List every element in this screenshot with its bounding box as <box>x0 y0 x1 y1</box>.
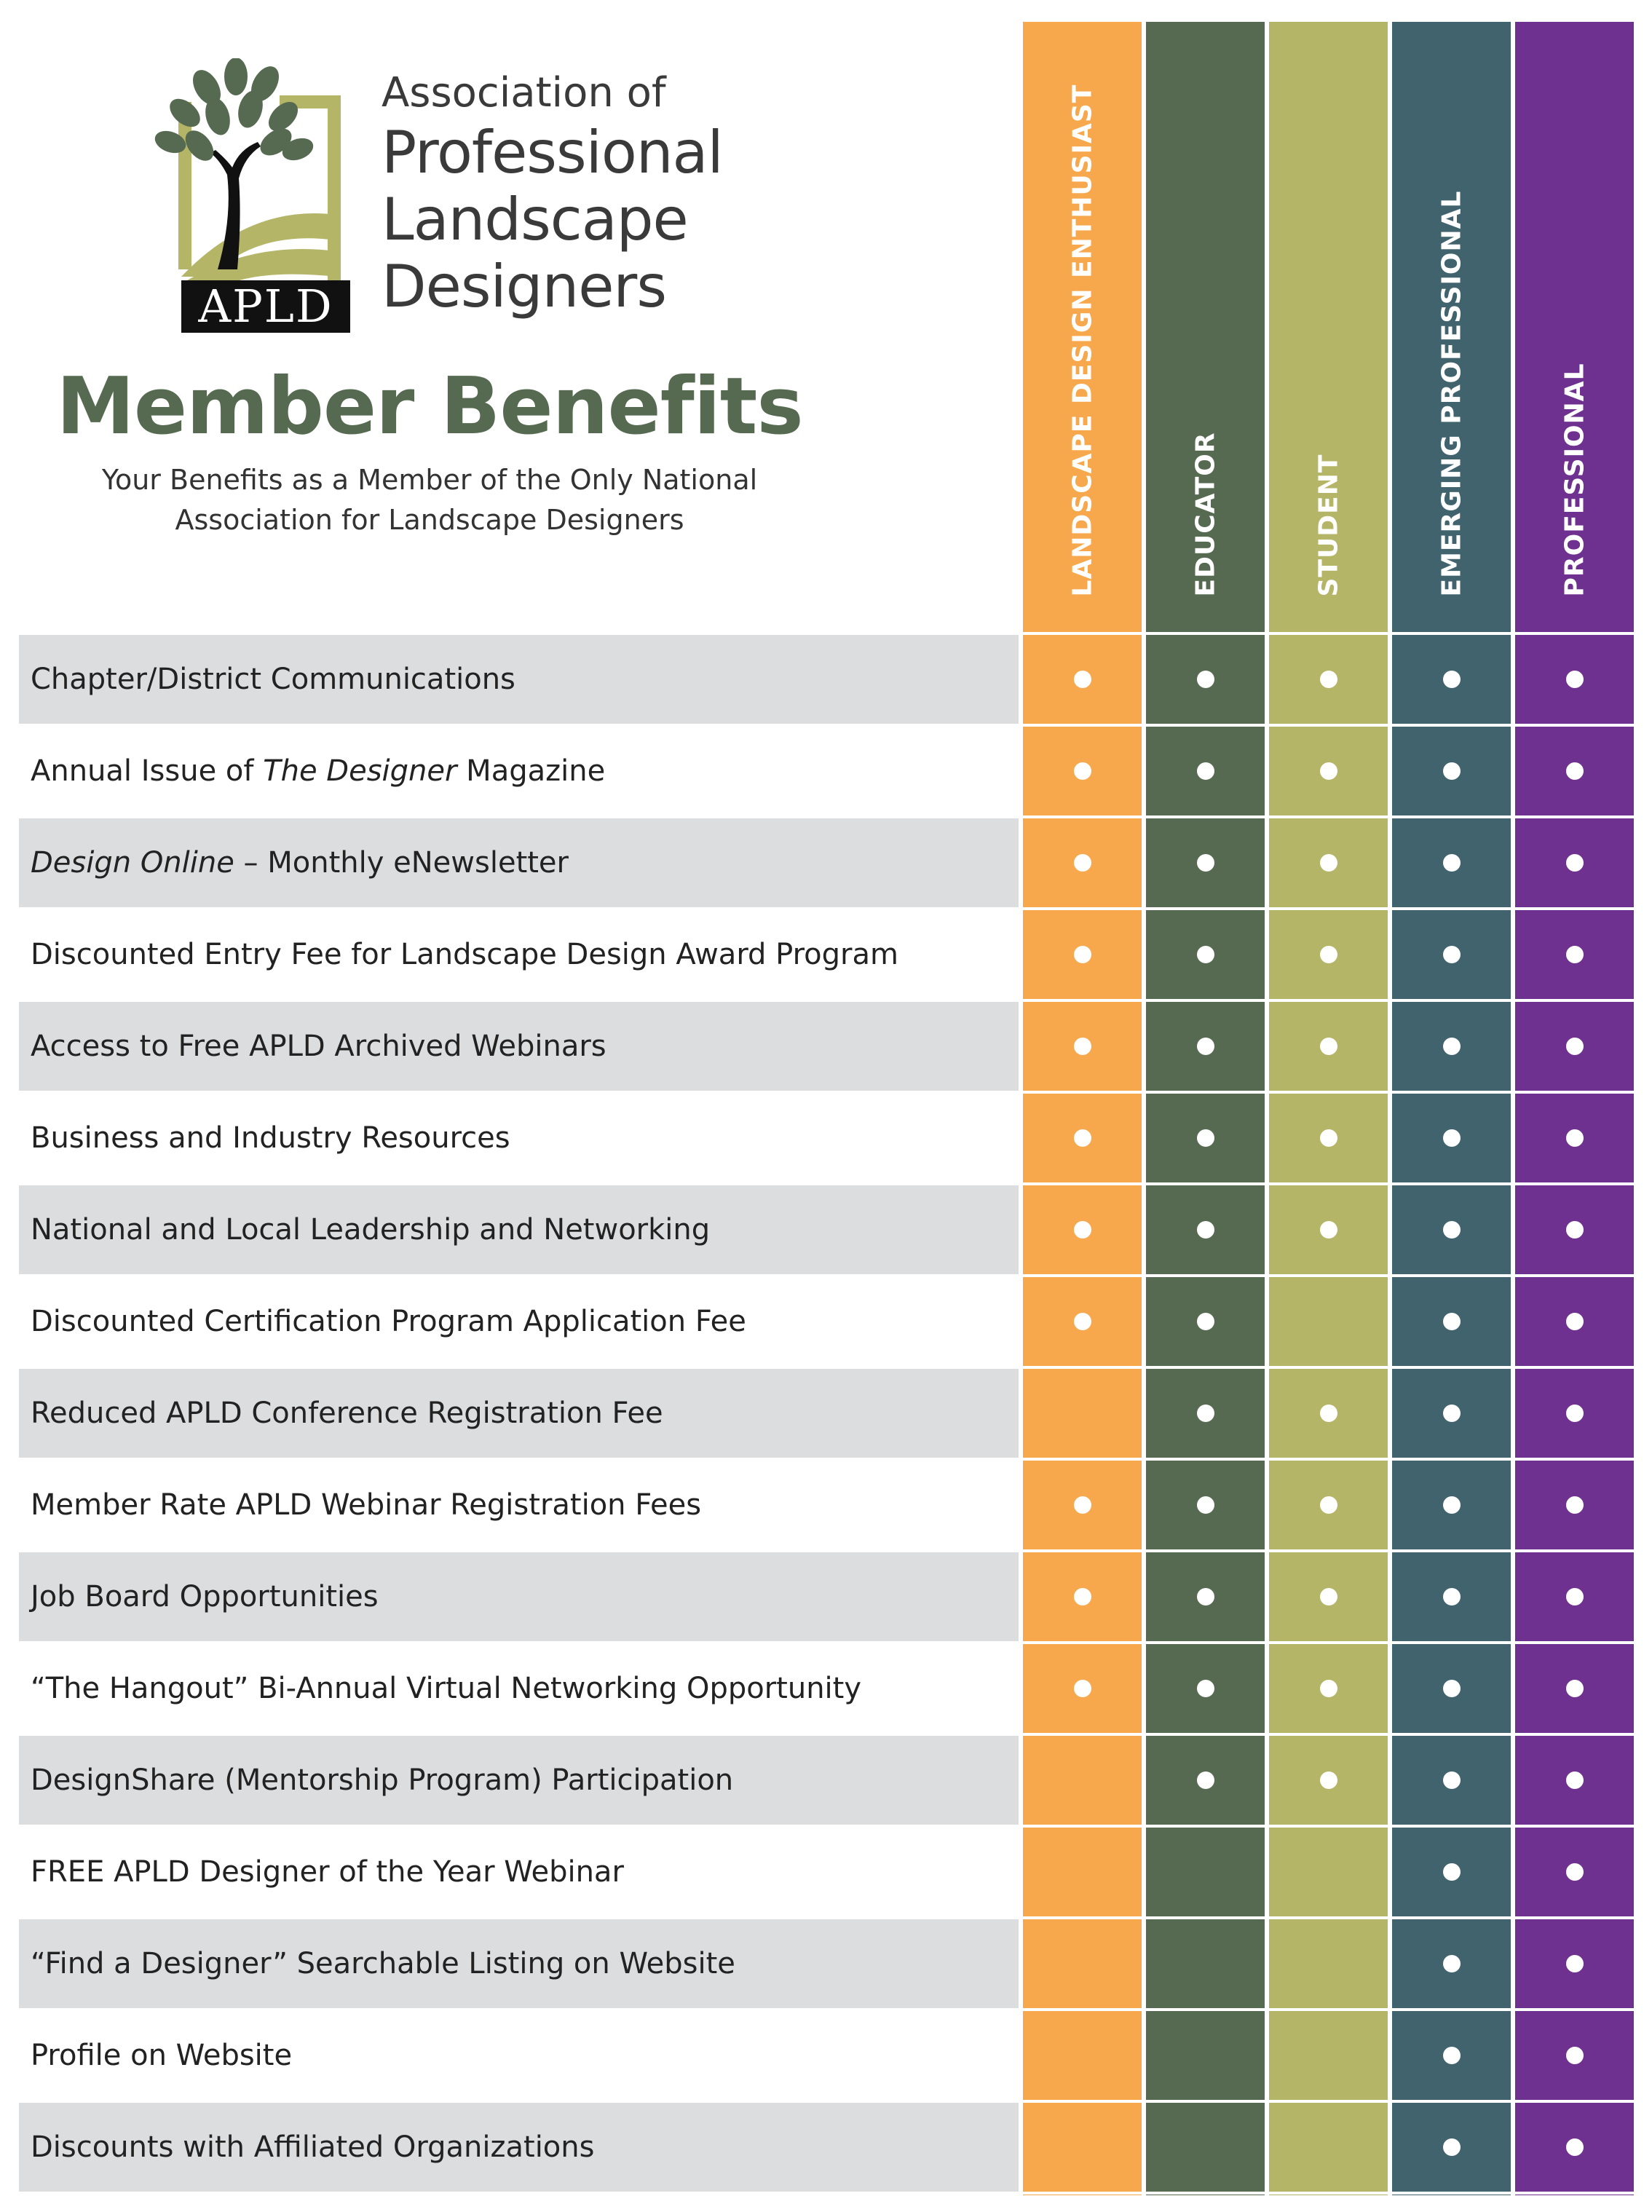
benefit-row <box>19 1002 1638 1091</box>
included-dot <box>1566 1496 1584 1514</box>
subtitle-line-1: Your Benefits as a Member of the Only National <box>101 464 758 496</box>
benefit-row <box>19 1369 1638 1458</box>
included-dot <box>1197 1771 1214 1789</box>
benefit-row <box>19 1828 1638 1916</box>
benefit-label: FREE APLD Designer of the Year Webinar <box>31 1855 624 1889</box>
benefit-row <box>19 1736 1638 1825</box>
included-dot <box>1443 671 1461 688</box>
column-header-label: LANDSCAPE DESIGN ENTHUSIAST <box>1067 84 1097 597</box>
benefit-label: Member Rate APLD Webinar Registration Fees <box>31 1488 702 1522</box>
column-header-5 <box>1515 22 1634 633</box>
benefit-label: Chapter/District Communications <box>31 663 515 696</box>
included-dot <box>1074 1038 1091 1055</box>
included-dot <box>1320 762 1337 780</box>
included-dot <box>1074 1496 1091 1514</box>
included-dot <box>1443 1496 1461 1514</box>
included-dot <box>1443 2047 1461 2064</box>
included-dot <box>1197 1313 1214 1330</box>
benefit-label: Job Board Opportunities <box>31 1580 379 1613</box>
included-dot <box>1566 1221 1584 1239</box>
included-dot <box>1197 1221 1214 1239</box>
included-dot <box>1197 1588 1214 1605</box>
included-dot <box>1443 762 1461 780</box>
included-dot <box>1320 1129 1337 1147</box>
benefit-label: Discounted Certification Program Application Fee <box>31 1305 746 1338</box>
organization-name <box>382 69 723 325</box>
org-line-2: Professional <box>382 119 723 186</box>
included-dot <box>1566 1038 1584 1055</box>
included-dot <box>1566 1955 1584 1972</box>
included-dot <box>1197 762 1214 780</box>
included-dot <box>1320 671 1337 688</box>
included-dot <box>1566 762 1584 780</box>
benefit-label: “Find a Designer” Searchable Listing on Website <box>31 1947 735 1980</box>
benefit-label: Annual Issue of The Designer Magazine <box>31 754 606 788</box>
included-dot <box>1566 1771 1584 1789</box>
org-line-4: Designers <box>382 253 666 320</box>
included-dot <box>1443 1313 1461 1330</box>
included-dot <box>1566 2138 1584 2156</box>
included-dot <box>1443 2138 1461 2156</box>
benefit-label: DesignShare (Mentorship Program) Participation <box>31 1763 734 1797</box>
included-dot <box>1443 1405 1461 1422</box>
included-dot <box>1443 1129 1461 1147</box>
org-line-1: Association of <box>382 69 666 116</box>
included-dot <box>1074 1588 1091 1605</box>
column-separator <box>1019 22 1023 2195</box>
column-header-2 <box>1146 22 1265 633</box>
included-dot <box>1197 1129 1214 1147</box>
included-dot <box>1320 1405 1337 1422</box>
column-separator <box>1265 22 1269 2195</box>
included-dot <box>1197 1405 1214 1422</box>
benefit-row <box>19 1094 1638 1182</box>
page-title: Member Benefits <box>56 361 803 452</box>
subtitle-line-2: Association for Landscape Designers <box>175 504 684 536</box>
included-dot <box>1443 1038 1461 1055</box>
page-subtitle <box>0 460 859 540</box>
included-dot <box>1197 1680 1214 1697</box>
benefit-label: Access to Free APLD Archived Webinars <box>31 1030 606 1063</box>
benefit-label: Business and Industry Resources <box>31 1121 510 1155</box>
included-dot <box>1074 1221 1091 1239</box>
benefit-label: National and Local Leadership and Networking <box>31 1213 711 1247</box>
included-dot <box>1566 946 1584 963</box>
benefit-label: Profile on Website <box>31 2039 293 2072</box>
benefit-label: Design Online – Monthly eNewsletter <box>31 846 569 880</box>
column-header-3 <box>1269 22 1388 633</box>
column-header-label: STUDENT <box>1313 454 1343 597</box>
included-dot <box>1197 1496 1214 1514</box>
benefit-row <box>19 818 1638 907</box>
benefit-label: Reduced APLD Conference Registration Fee <box>31 1397 663 1430</box>
benefit-row <box>19 910 1638 999</box>
apld-logo <box>141 58 374 339</box>
included-dot <box>1320 1496 1337 1514</box>
benefit-row <box>19 2103 1638 2192</box>
column-header-label: EMERGING PROFESSIONAL <box>1436 190 1466 597</box>
row-separator <box>0 632 1652 635</box>
included-dot <box>1566 1313 1584 1330</box>
column-header-label: EDUCATOR <box>1190 432 1220 597</box>
included-dot <box>1443 1221 1461 1239</box>
included-dot <box>1197 1038 1214 1055</box>
included-dot <box>1320 854 1337 872</box>
benefit-row <box>19 2011 1638 2100</box>
included-dot <box>1197 671 1214 688</box>
row-separator <box>0 2192 1652 2195</box>
included-dot <box>1320 1588 1337 1605</box>
included-dot <box>1197 854 1214 872</box>
included-dot <box>1566 671 1584 688</box>
included-dot <box>1443 1863 1461 1881</box>
benefit-label: Discounted Entry Fee for Landscape Design Award Program <box>31 938 898 971</box>
included-dot <box>1320 1221 1337 1239</box>
benefit-row <box>19 1644 1638 1733</box>
benefit-label: Discounts with Affiliated Organizations <box>31 2130 595 2164</box>
included-dot <box>1197 946 1214 963</box>
benefit-row <box>19 1185 1638 1274</box>
benefit-label: “The Hangout” Bi-Annual Virtual Networking Opportunity <box>31 1672 862 1705</box>
included-dot <box>1320 1038 1337 1055</box>
included-dot <box>1074 1680 1091 1697</box>
included-dot <box>1074 762 1091 780</box>
included-dot <box>1566 1405 1584 1422</box>
included-dot <box>1566 1863 1584 1881</box>
included-dot <box>1443 1588 1461 1605</box>
column-header-1 <box>1023 22 1142 633</box>
included-dot <box>1566 854 1584 872</box>
benefit-row <box>19 1552 1638 1641</box>
included-dot <box>1074 1129 1091 1147</box>
included-dot <box>1443 854 1461 872</box>
included-dot <box>1074 671 1091 688</box>
included-dot <box>1443 946 1461 963</box>
included-dot <box>1566 1588 1584 1605</box>
included-dot <box>1074 946 1091 963</box>
column-separator <box>1142 22 1146 2195</box>
benefit-row <box>19 1461 1638 1549</box>
included-dot <box>1320 946 1337 963</box>
benefit-row <box>19 1277 1638 1366</box>
included-dot <box>1566 1129 1584 1147</box>
included-dot <box>1566 2047 1584 2064</box>
included-dot <box>1320 1680 1337 1697</box>
included-dot <box>1443 1955 1461 1972</box>
included-dot <box>1074 854 1091 872</box>
column-separator <box>1388 22 1392 2195</box>
benefit-row <box>19 1919 1638 2008</box>
benefit-row <box>19 727 1638 815</box>
included-dot <box>1320 1771 1337 1789</box>
included-dot <box>1443 1680 1461 1697</box>
org-line-3: Landscape <box>382 186 688 253</box>
column-header-label: PROFESSIONAL <box>1560 363 1589 597</box>
included-dot <box>1443 1771 1461 1789</box>
benefit-row <box>19 635 1638 724</box>
column-header-4 <box>1392 22 1511 633</box>
included-dot <box>1074 1313 1091 1330</box>
included-dot <box>1566 1680 1584 1697</box>
logo-text: APLD <box>198 280 333 333</box>
column-separator <box>1511 22 1515 2195</box>
